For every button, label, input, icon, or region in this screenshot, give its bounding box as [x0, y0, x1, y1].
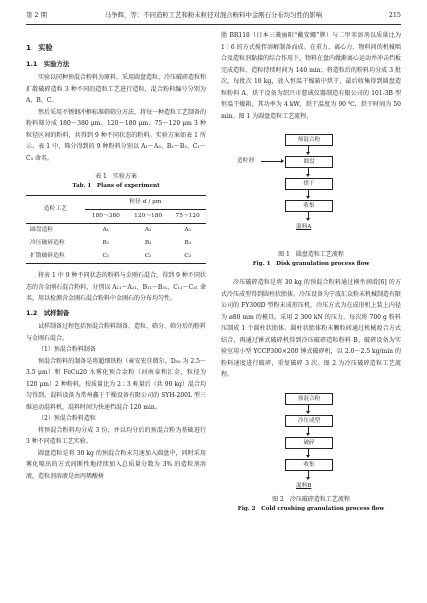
- paragraph: 将预混合粉料均分成 3 份，并以均分后的预混合粉为基础进行 3 种不同造粒工艺实验。: [26, 426, 206, 445]
- table-cell: C₁: [85, 250, 127, 264]
- flow-box-dry: 烘干: [285, 178, 333, 190]
- section-1-1-title: 1.1 实验方法: [26, 59, 70, 68]
- issue-label: 第 2 期: [26, 11, 47, 19]
- flow-side-label: 造粒剂: [237, 158, 254, 164]
- section-1-2-title: 1.2 试样制备: [26, 308, 70, 317]
- flow-box-crush: 破碎: [285, 437, 333, 449]
- left-column: [26, 30, 206, 482]
- right-column: [221, 30, 401, 514]
- paragraph: 实验以同种预混合粉料为原料，采用圆盘造粒、冷压破碎造粒和扩散破碎造粒 3 种不同的造粒工艺进行造粒，混合粉料编号分别为 A、B、C。: [26, 74, 207, 104]
- running-title: 马争辉，等：不同造粒工艺和粉末粒径对混合粉料中金刚石分布均匀性的影响: [104, 11, 323, 19]
- table-row: [26, 224, 206, 238]
- table-caption-en: Tab. 1 Plans of experiment: [72, 183, 160, 189]
- table-cell: C₂: [127, 250, 169, 264]
- flow-end-label: 混料B: [296, 482, 312, 489]
- flow-end-label: 混料A: [296, 224, 312, 230]
- paragraph: 将表 1 中 9 种不同状态的粉料与金刚石混合，得到 9 种不同状态的含金刚石混合粉料，分别以 A₁₁～A₃₁、B₁₁～B₃₁、C₁₁～C₃₁ 命名，用以检测含金刚石混合粉料中金刚石的分布均匀性。: [26, 272, 206, 302]
- flow-box-press: 冷压成型: [285, 415, 333, 427]
- flow-box-collect: 收集: [285, 200, 333, 212]
- figure-1-caption-en: Fig. 1 Disk granulation process flow: [252, 261, 370, 267]
- paragraph: 圆盘造粒是将 30 kg 的预混合粉末匀速加入圆盘中，同时采用雾化喷出的方式间断性地持续加入总质量分数为 3% 的造粒剂溶液，造粒剂溶液是由丙烯酸树: [26, 449, 206, 480]
- table-col-header: 120～180: [127, 210, 169, 224]
- flow-arrow: [306, 455, 310, 458]
- table-cell: B₁: [102, 240, 110, 246]
- paragraph: 然后采用不锈钢冲框标准筛筛分方法，将每一种造粒工艺制备的粉料筛分成 180～380 μm、120～180 μm、75～120 μm 3 种粒径区间的粉料，共得到 9 种不同状态的粉料。实验方案如表 1 所示。表 1 中，筛分得到的 9 种粉料分别以 A₁～A₃、B₁～B₃、C₁～C₃ 命名。: [26, 108, 207, 162]
- table-cell-process: 圆盘造粒: [30, 227, 54, 233]
- section-1-title: 1 实验: [26, 43, 53, 52]
- table-cell: B₃: [184, 240, 191, 246]
- header-rule: [26, 24, 401, 25]
- figure-2-caption: 图 2 冷压破碎造粒工艺流程: [272, 495, 350, 503]
- subheading: （1）预混合粉料制备: [38, 346, 96, 353]
- table-size-header: 粒径 d / μm: [85, 196, 206, 210]
- flow-box-premix: 预混合粉: [285, 393, 333, 405]
- flow-arrow: [306, 433, 310, 436]
- figure-2-caption-en: Fig. 2 Cold crushing granulation process flow: [237, 505, 385, 512]
- table-cell: B₂: [144, 240, 152, 246]
- table-caption: 表 1 实验方案: [95, 173, 137, 180]
- table-cell-process: 扩散破碎造粒: [26, 250, 85, 264]
- flow-arrow: [306, 411, 310, 414]
- flow-arrow: [306, 477, 310, 480]
- paragraph: 脂 BR118（日本三菱丽阳“戴安娜”牌）与二甲苯溶剂以质量比为 1∶6 的方式搅拌溶解制备而成。在重力、离心力、物料间的机械啮合及造粒剂黏接的综合作用下，物料在盘内做渐离心运动并冲击挡板完成造粒。造粒持续时间为 140 min；将造粒后的粉料均分成 3 批次，每批次 10 kg，放入恒温干燥箱中烘干，最后收集得到圆盘造粒粉料 A。烘干设备为绍兴市慈诚仪器制造有限公司的 101-3B 型恒温干燥箱，其功率为 4 kW，烘干温度为 90 ℃，烘干时间为 50 min。图 1 为圆盘造粒工艺流程。: [221, 32, 402, 120]
- page-number: 215: [388, 11, 401, 19]
- table-row: [26, 250, 206, 264]
- table-cell-process: 冷压破碎造粒: [30, 240, 65, 246]
- table-col-header: 180～380: [85, 210, 127, 224]
- flow-arrow: [306, 152, 310, 155]
- subheading: （2）预混合粉料造粒: [38, 415, 96, 422]
- flow-arrow: [306, 174, 310, 177]
- flow-box-collect: 收集: [285, 459, 333, 471]
- flow-connector: [261, 161, 281, 162]
- table-cell: A₃: [184, 227, 191, 233]
- flow-box-premix: 预混合粉: [285, 134, 333, 146]
- paragraph: 冷压破碎造粒是将 30 kg 的预混合粉料通过横坐润滑[6] 的方式冷压成型得到圆柱状胎体。冷压设备为宁波汇众粉末机械制造有限公司的 FY300D 型粉末成形压机，冷压方式为在成形机上装上内径为 ø80 mm 的模具，采用 2 300 kN 的压力，每次将 700 g 粉料压制成 1 个圆柱状胎体。圆柱状胎体粉末颗粒间通过机械咬合方式结合，再通过锤式破碎机得到冷压破碎造粒粉料 B。破碎设备为实验室用小型 YCCP300×200 锤式破碎机，以 2.0～2.5 kg/min 的粉料速度进行破碎，重复破碎 3 次。图 2 为冷压破碎造粒工艺流程。: [221, 279, 402, 378]
- table-cell: A₁: [102, 227, 110, 233]
- experiment-table: [26, 195, 206, 264]
- figure-1-flowchart: [221, 132, 401, 250]
- figure-1-caption: 图 1 圆盘造粒工艺流程: [278, 251, 344, 258]
- flow-arrow: [306, 196, 310, 199]
- table-cell: C₃: [169, 250, 206, 264]
- flow-arrow: [306, 218, 310, 221]
- paragraph: 预混合粉料的制备是将超细铁粉（雍安宏佳微尔，D₅₀ 为 2.5～3.5 μm）和 FeCu20 水雾化预合金粉（河南泰和汇金，粒径为 120 μm）2 种粉料，按质量比为 2∶3 称量后（共 90 kg）混合均匀得到。混料设备为常州鑫于干燥设备有限公司的 SYH-200L 型三维运动混料机，混料时间为快速挡混合 120 min。: [26, 357, 206, 411]
- table-row: [26, 237, 206, 250]
- table-col-header: 75～120: [169, 210, 206, 224]
- table-cell: A₂: [144, 227, 152, 233]
- running-header: [26, 8, 401, 22]
- flow-arrow: [281, 159, 284, 163]
- table-row-header: 造粒工艺: [26, 196, 85, 224]
- flow-box-disk: 圆盘: [285, 156, 333, 168]
- figure-2-flowchart: [221, 391, 401, 495]
- paragraph: 试样制备过程包括预混合粉料制备、造粒、筛分、筛分后的粉料与金刚石混合。: [26, 323, 207, 342]
